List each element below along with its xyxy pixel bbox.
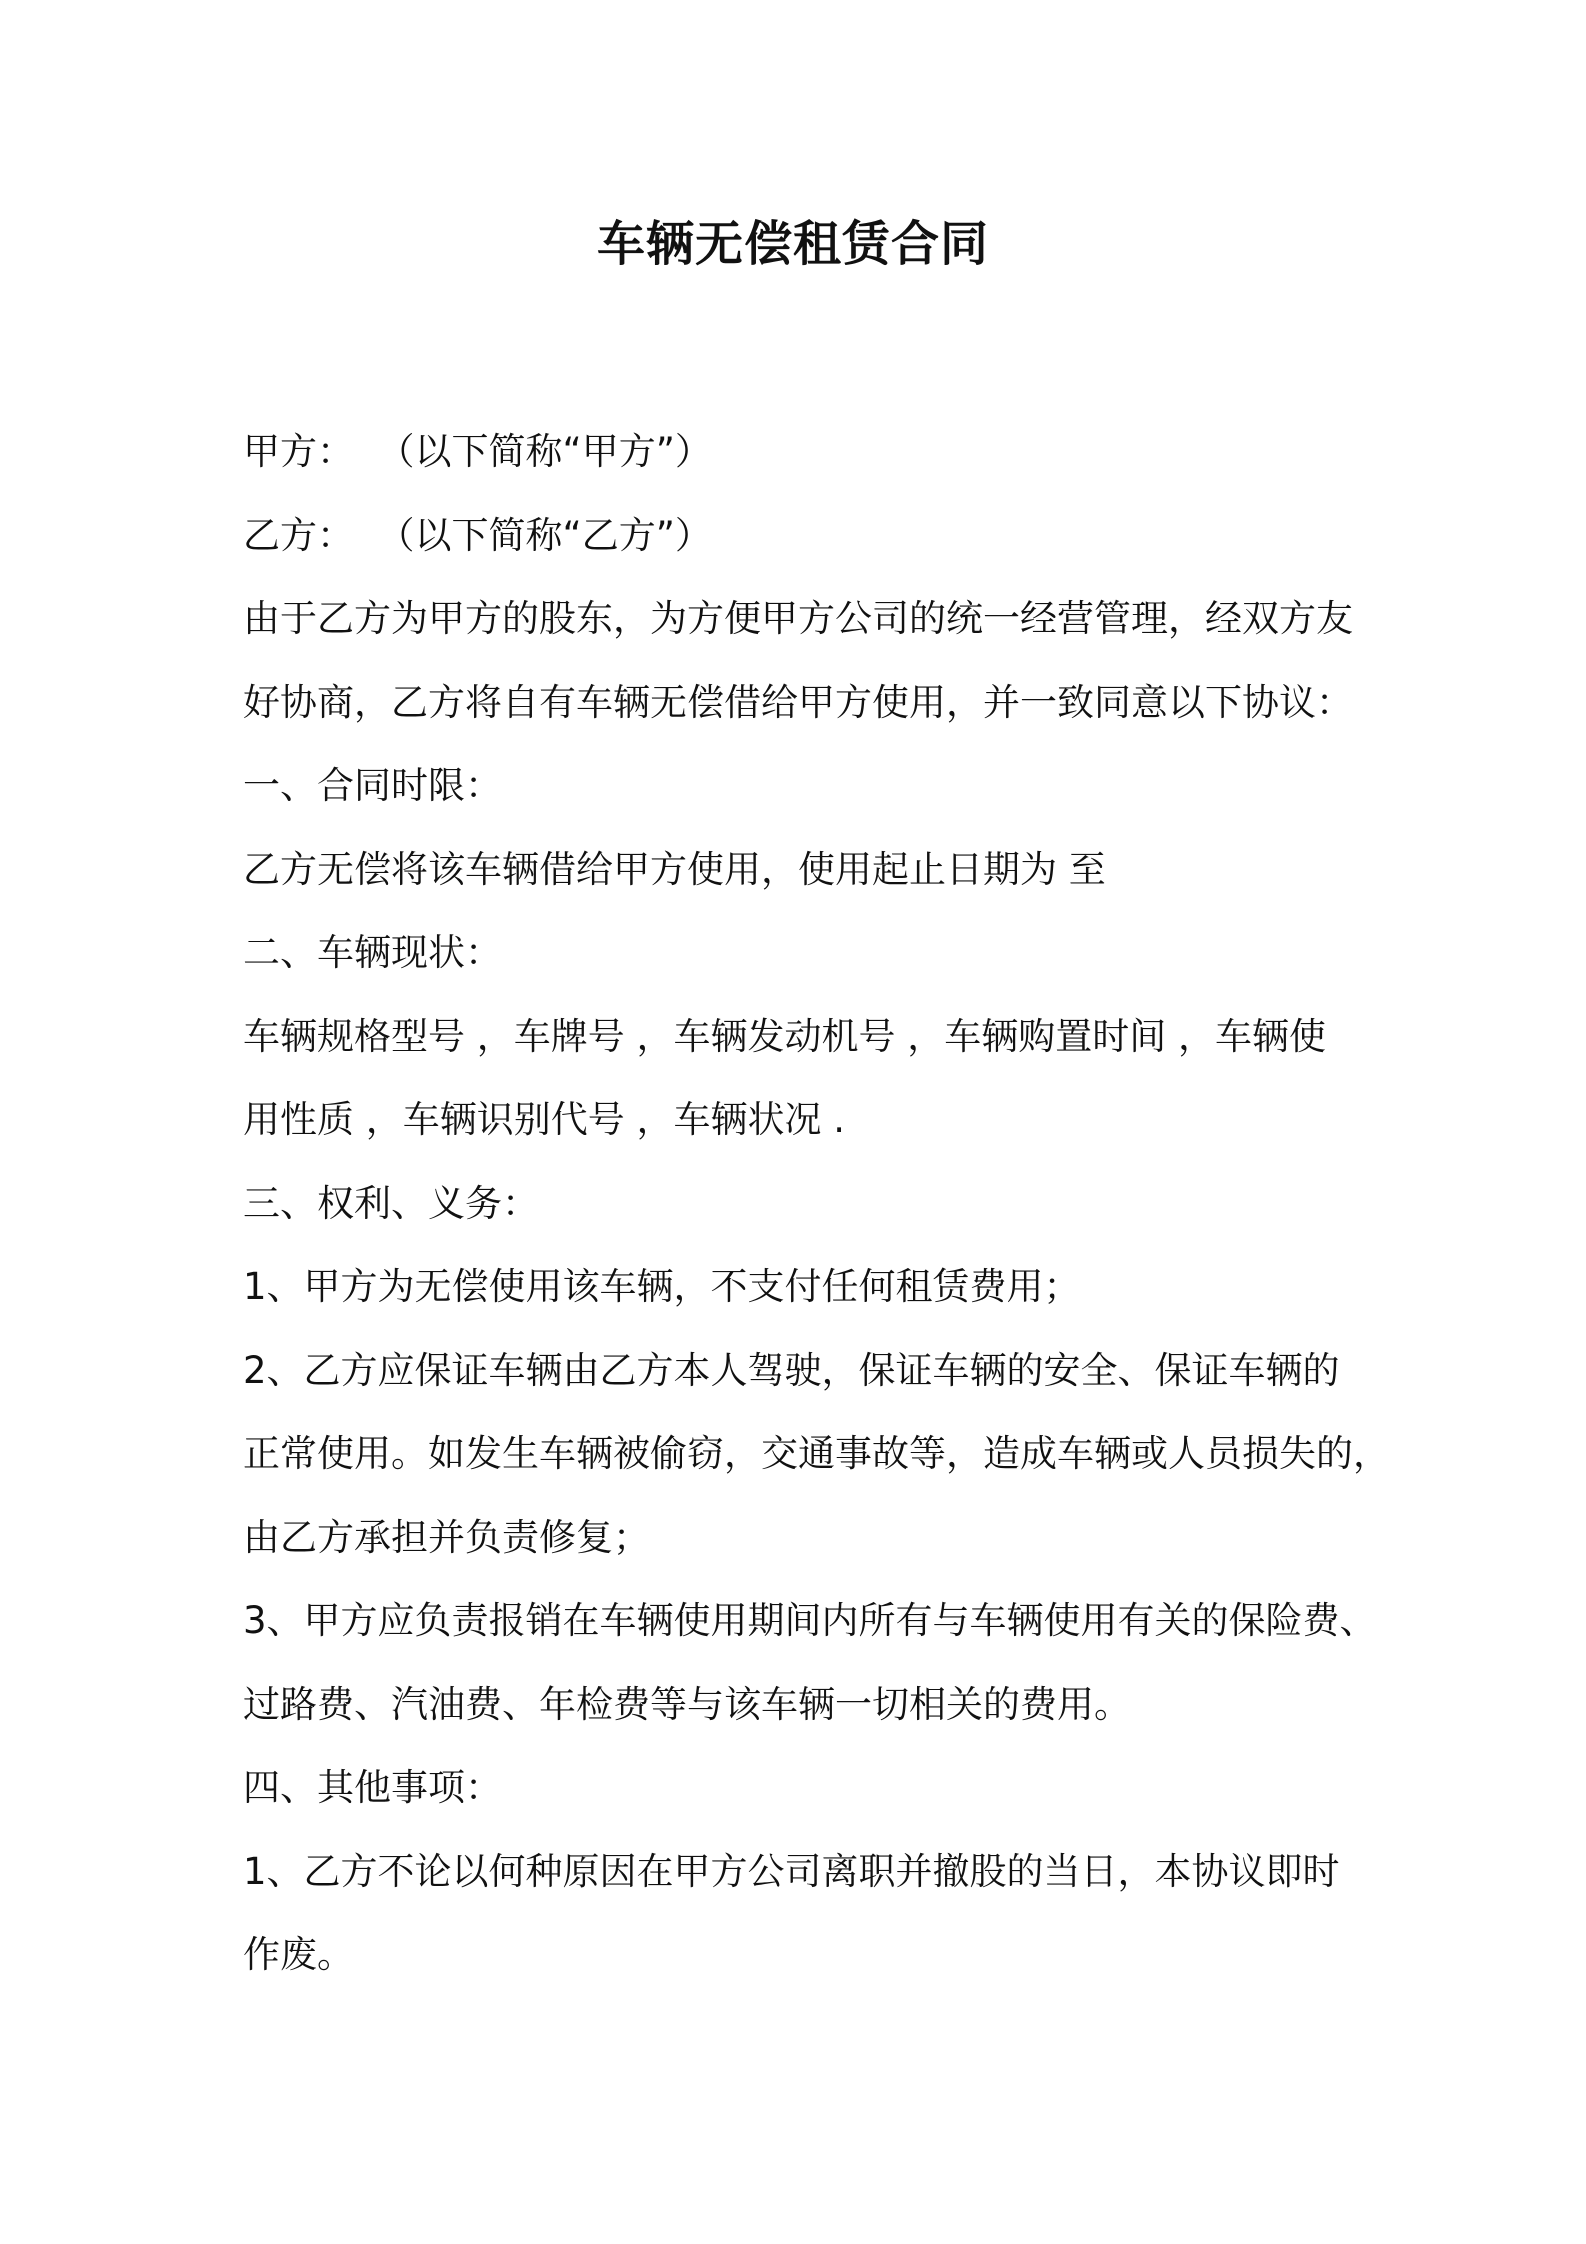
rights-clause-2-line-3: 由乙方承担并负责修复； bbox=[243, 1515, 650, 1559]
section-heading-vehicle-status: 二、车辆现状： bbox=[243, 931, 502, 974]
rights-clause-2-line-2: 正常使用。如发生车辆被偷窃，交通事故等，造成车辆或人员损失的， bbox=[243, 1432, 1390, 1475]
vehicle-status-line-2: 用性质 ，车辆识别代号 ，车辆状况 . bbox=[243, 1098, 846, 1141]
term-clause: 乙方无偿将该车辆借给甲方使用，使用起止日期为 至 bbox=[243, 847, 1106, 891]
rights-clause-3-line-1: 3、甲方应负责报销在车辆使用期间内所有与车辆使用有关的保险费、 bbox=[243, 1599, 1377, 1642]
other-clause-1-line-1: 1、乙方不论以何种原因在甲方公司离职并撤股的当日，本协议即时 bbox=[243, 1849, 1340, 1893]
document-title: 车辆无偿租赁合同 bbox=[596, 216, 989, 272]
party-a-line: 甲方： （以下简称“甲方”） bbox=[243, 430, 712, 473]
vehicle-status-line-1: 车辆规格型号 ，车牌号 ，车辆发动机号 ，车辆购置时间 ，车辆使 bbox=[243, 1014, 1327, 1058]
preamble-line-1: 由于乙方为甲方的股东，为方便甲方公司的统一经营管理，经双方友 bbox=[243, 597, 1353, 640]
party-b-line: 乙方： （以下简称“乙方”） bbox=[243, 513, 712, 557]
rights-clause-1: 1、甲方为无偿使用该车辆，不支付任何租赁费用； bbox=[243, 1265, 1081, 1308]
rights-clause-3-line-2: 过路费、汽油费、年检费等与该车辆一切相关的费用。 bbox=[243, 1682, 1131, 1726]
other-clause-1-line-2: 作废。 bbox=[243, 1933, 354, 1976]
rights-clause-2-line-1: 2、乙方应保证车辆由乙方本人驾驶，保证车辆的安全、保证车辆的 bbox=[243, 1348, 1340, 1392]
section-heading-rights: 三、权利、义务： bbox=[243, 1181, 539, 1225]
document-body bbox=[243, 410, 1390, 1997]
preamble-line-2: 好协商，乙方将自有车辆无偿借给甲方使用，并一致同意以下协议： bbox=[243, 680, 1353, 724]
section-heading-term: 一、合同时限： bbox=[243, 764, 502, 807]
section-heading-other: 四、其他事项： bbox=[243, 1766, 502, 1809]
